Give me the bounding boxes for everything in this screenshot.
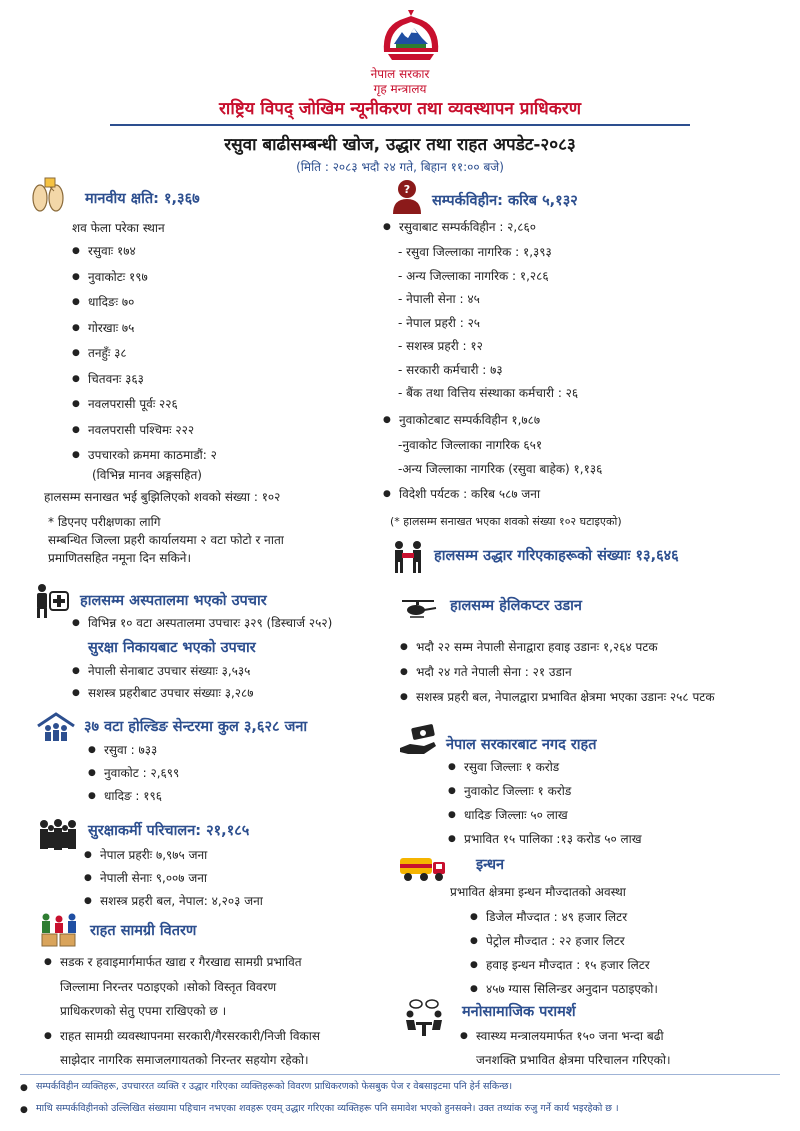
helicopter-list <box>400 640 715 705</box>
shelter-people-icon <box>36 712 76 742</box>
fuel-subtitle: प्रभावित क्षेत्रमा इन्धन मौज्दातको अवस्था <box>450 885 626 899</box>
security-title: सुरक्षाकर्मी परिचालन: २१,१८५ <box>88 823 250 839</box>
missing-note: (* हालसम्म सनाखत भएका शवको संख्या १०२ घटाइएको) <box>390 515 622 528</box>
list-item: ● स्वास्थ्य मन्त्रालयमार्फत १५० जना भन्दा बढी <box>460 1029 664 1044</box>
footnote: ● माथि सम्पर्कविहीनको उल्लिखित संख्यामा पहिचान नभएका शवहरू एवम् उद्धार गरिएका व्यक्तिहरू पनि समावेश भएको हुनसक्ने। उक्त तथ्यांक रुजु गर्ने कार्य भइरहेको छ । <box>20 1103 790 1115</box>
list-item: - नेपाली सेना : ४५ <box>398 292 480 306</box>
footer-divider <box>20 1074 780 1075</box>
missing-person-icon <box>390 178 424 214</box>
list-item: ● विभिन्न १० वटा अस्पतालमा उपचारः ३२९ (डिस्चार्ज २५२) <box>72 616 332 631</box>
list-item: ● नेपाल प्रहरीः ७,९७५ जना <box>84 848 263 871</box>
list-item: - रसुवा जिल्लाका नागरिक : १,३९३ <box>398 245 552 259</box>
list-item: ● भदौ २२ सम्म नेपाली सेनाद्वारा हवाइ उडानः १,२६४ पटक <box>400 640 715 665</box>
list-item: ● धादिङः ७० <box>72 295 217 321</box>
list-item: ● राहत सामग्री व्यवस्थापनमा सरकारी/गैरसरकारी/निजी विकास <box>44 1029 320 1044</box>
rescue-carry-icon <box>390 540 426 574</box>
hospital-list <box>72 616 332 631</box>
list-item: ● हवाइ इन्धन मौज्दात : १५ हजार लिटर <box>470 958 658 982</box>
dna-line2: प्रमाणितसहित नमूना दिन सकिने। <box>48 551 192 565</box>
counseling-icon <box>402 998 446 1038</box>
authority-title: राष्ट्रिय विपद् जोखिम न्यूनीकरण तथा व्यवस्थापन प्राधिकरण <box>218 99 582 119</box>
security-treatment-title: सुरक्षा निकायबाट भएको उपचार <box>88 640 256 656</box>
list-item: - अन्य जिल्लाका नागरिक : १,२८६ <box>398 268 549 283</box>
dna-line1: सम्बन्धित जिल्ला प्रहरी कार्यालयमा २ वटा फोटो र नाता <box>48 533 284 547</box>
rescued-title: हालसम्म उद्धार गरिएकाहरूको संख्याः १३,६४६ <box>434 548 679 564</box>
list-item: - बैंक तथा वित्तिय संस्थाका कर्मचारी : २६ <box>398 386 579 400</box>
helicopter-icon <box>398 598 438 620</box>
page-title: रसुवा बाढीसम्बन्धी खोज, उद्धार तथा राहत अपडेट-२०८३ <box>224 135 576 155</box>
security-personnel-icon <box>36 818 80 852</box>
cash-hand-icon <box>398 724 438 758</box>
list-item: ● धादिङ जिल्लाः ५० लाख <box>448 808 642 832</box>
footnotes <box>20 1081 790 1125</box>
list-item: ● तनहुँः ३८ <box>72 346 217 372</box>
list-item: ● सशस्त्र प्रहरी बल, नेपाल: ४,२०३ जना <box>84 894 263 909</box>
human-loss-subtitle: शव फेला परेका स्थान <box>72 221 165 235</box>
nepal-emblem-icon <box>378 8 444 64</box>
relief-list-2 <box>44 1029 320 1044</box>
list-item: ● प्रभावित १५ पालिका :१३ करोड ५० लाख <box>448 832 642 847</box>
list-item: ● गोरखाः ७५ <box>72 321 217 347</box>
list-item: ● उपचारको क्रममा काठमाडौं: २ <box>72 448 217 468</box>
list-item: ● नुवाकोट : २,६९९ <box>88 766 179 789</box>
psycho-title: मनोसामाजिक परामर्श <box>462 1004 576 1020</box>
relief-item1-line3: प्राधिकरणको सेतु एपमा राखिएको छ । <box>60 1004 227 1018</box>
list-item: ● नुवाकोटबाट सम्पर्कविहीन १,७८७ <box>383 413 540 428</box>
missing-rasuwa-list <box>398 245 578 401</box>
fuel-title: इन्धन <box>476 857 505 873</box>
list-item: - सशस्त्र प्रहरी : १२ <box>398 339 483 353</box>
list-item: ● डिजेल मौज्दात : ४९ हजार लिटर <box>470 910 658 934</box>
report-date: (मिति : २०८३ भदौ २४ गते, बिहान ११:०० बजे) <box>296 160 504 174</box>
identified-bodies: हालसम्म सनाखत भई बुझिलिएको शवको संख्या : १०२ <box>44 490 281 504</box>
fuel-list <box>470 910 658 997</box>
patient-medical-icon <box>32 582 72 620</box>
list-item: ● रसुवा : ७३३ <box>88 743 179 766</box>
list-item: ● धादिङ : १९६ <box>88 789 179 804</box>
relief-boxes-icon <box>38 912 80 948</box>
list-item: ● भदौ २४ गते नेपाली सेना : २१ उडान <box>400 665 715 690</box>
ministry-label: गृह मन्त्रालय <box>373 82 427 96</box>
security-treatment-list <box>72 664 253 701</box>
feet-tag-icon <box>28 176 70 214</box>
list-item: ● नेपाली सेनाबाट उपचार संख्याः ३,५३५ <box>72 664 253 686</box>
missing-nuwakot-head-list <box>383 413 540 428</box>
list-item: ● नवलपरासी पूर्वः २२६ <box>72 397 217 423</box>
svg-text:?: ? <box>403 183 411 196</box>
footnote: ● सम्पर्कविहीन व्यक्तिहरू, उपचाररत व्यक्ति र उद्धार गरिएका व्यक्तिहरूको विवरण प्राधिकरणको फेसबुक पेज र वेबसाइटमा पनि हेर्न सकिन्छ। <box>20 1081 790 1093</box>
list-item: ● नेपाली सेनाः ९,००७ जना <box>84 871 263 894</box>
list-item: ● नुवाकोटः १९७ <box>72 270 217 296</box>
list-item: - सरकारी कर्मचारी : ७३ <box>398 362 503 377</box>
list-item: - नेपाल प्रहरी : २५ <box>398 315 481 330</box>
relief-item1-line2: जिल्लामा निरन्तर पठाइएको ।सोको विस्तृत विवरण <box>60 980 277 994</box>
header-divider-top <box>110 124 690 126</box>
human-loss-title: मानवीय क्षति: १,३६७ <box>85 191 200 207</box>
cash-title: नेपाल सरकारबाट नगद राहत <box>446 737 597 753</box>
missing-nuwakot-list <box>398 438 602 477</box>
fuel-truck-icon <box>398 852 448 882</box>
relief-item2-line2: साझेदार नागरिक समाजलगायतको निरन्तर सहयोग रहेको। <box>60 1053 309 1067</box>
holding-title: ३७ वटा होल्डिङ सेन्टरमा कुल ३,६२८ जना <box>84 719 308 735</box>
list-item: ● विदेशी पर्यटक : करिब ५८७ जना <box>383 487 540 502</box>
list-item: ● रसुवा जिल्लाः १ करोड <box>448 760 642 784</box>
holding-list <box>88 743 179 804</box>
list-item: -अन्य जिल्लाका नागरिक (रसुवा बाहेक) १,१३६ <box>398 462 603 476</box>
list-item: ● सशस्त्र प्रहरीबाट उपचार संख्याः ३,२८७ <box>72 686 253 701</box>
list-item: ● ४५७ ग्यास सिलिन्डर अनुदान पठाइएको। <box>470 982 658 997</box>
dna-title: * डिएनए परीक्षणका लागि <box>48 515 161 529</box>
human-loss-list <box>72 244 217 468</box>
relief-title: राहत सामग्री वितरण <box>90 923 197 939</box>
human-loss-note: (विभिन्न मानव अङ्गसहित) <box>92 468 202 482</box>
list-item: -नुवाकोट जिल्लाका नागरिक ६५१ <box>398 438 543 452</box>
list-item: ● रसुवाः १७४ <box>72 244 217 270</box>
missing-tourists-list <box>383 487 540 502</box>
relief-list <box>44 955 302 980</box>
psycho-list <box>460 1029 664 1044</box>
list-item: ● रसुवाबाट सम्पर्कविहीन : २,८६० <box>383 220 536 235</box>
psycho-line2: जनशक्ति प्रभावित क्षेत्रमा परिचालन गरिएको। <box>476 1053 671 1067</box>
missing-rasuwa-head-list <box>383 220 536 235</box>
government-label: नेपाल सरकार <box>370 67 430 81</box>
list-item: ● नवलपरासी पश्चिमः २२२ <box>72 423 217 449</box>
missing-title: सम्पर्कविहीन: करिब ५,१३२ <box>432 193 578 209</box>
list-item: ● पेट्रोल मौज्दात : २२ हजार लिटर <box>470 934 658 958</box>
list-item: ● सडक र हवाइमार्गमार्फत खाद्य र गैरखाद्य सामग्री प्रभावित <box>44 955 302 980</box>
security-list <box>84 848 263 909</box>
list-item: ● चितवनः ३६३ <box>72 372 217 398</box>
hospital-title: हालसम्म अस्पतालमा भएको उपचार <box>80 593 267 609</box>
list-item: ● सशस्त्र प्रहरी बल, नेपालद्वारा प्रभावित क्षेत्रमा भएका उडानः २५८ पटक <box>400 690 715 705</box>
list-item: ● नुवाकोट जिल्लाः १ करोड <box>448 784 642 808</box>
cash-list <box>448 760 642 847</box>
helicopter-title: हालसम्म हेलिकप्टर उडान <box>450 598 582 614</box>
